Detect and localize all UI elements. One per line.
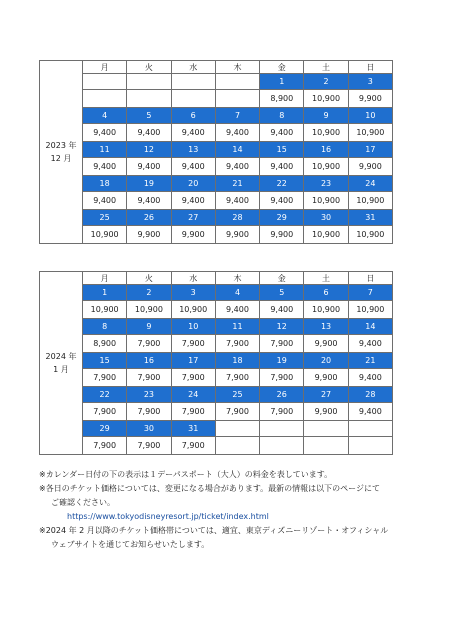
date-cell: 28 <box>215 210 259 226</box>
price-cell: 9,900 <box>215 226 259 244</box>
ticket-url-link[interactable]: https://www.tokyodisneyresort.jp/ticket/index.html <box>67 512 269 521</box>
date-cell: 23 <box>304 176 348 192</box>
date-cell: 5 <box>127 108 171 124</box>
weekday-header: 日 <box>348 272 392 285</box>
weekday-header-row <box>40 272 393 285</box>
price-cell: 9,400 <box>171 124 215 142</box>
date-cell: 2 <box>304 74 348 90</box>
price-cell: 10,900 <box>348 192 392 210</box>
price-cell: 10,900 <box>304 158 348 176</box>
weekday-header: 火 <box>127 272 171 285</box>
date-cell: 24 <box>348 176 392 192</box>
price-cell: 9,400 <box>215 301 259 319</box>
price-cell: 7,900 <box>215 403 259 421</box>
price-cell: 7,900 <box>127 369 171 387</box>
price-cell: 9,400 <box>260 192 304 210</box>
date-cell: 29 <box>260 210 304 226</box>
date-cell: 22 <box>83 387 127 403</box>
empty-cell <box>127 90 171 108</box>
price-cell: 9,900 <box>260 226 304 244</box>
price-cell: 9,400 <box>83 192 127 210</box>
date-cell: 6 <box>304 285 348 301</box>
price-row <box>40 403 393 421</box>
date-row <box>40 142 393 158</box>
note-future-prices-cont: ウェブサイトを通じてお知らせいたします。 <box>51 540 210 549</box>
date-cell: 4 <box>215 285 259 301</box>
price-cell: 10,900 <box>348 226 392 244</box>
date-cell: 30 <box>127 421 171 437</box>
date-cell: 26 <box>127 210 171 226</box>
price-cell: 9,400 <box>348 403 392 421</box>
price-row <box>40 335 393 353</box>
weekday-header: 金 <box>260 61 304 74</box>
month-label: 1 月 <box>53 365 69 374</box>
price-cell: 9,400 <box>171 192 215 210</box>
empty-cell <box>83 74 127 90</box>
date-cell: 12 <box>127 142 171 158</box>
price-row <box>40 192 393 210</box>
note-future-prices: ※2024 年 2 月以降のチケット価格帯については、適宜、東京ディズニーリゾート・オフィシャル <box>39 526 389 535</box>
date-cell: 19 <box>260 353 304 369</box>
date-cell: 11 <box>83 142 127 158</box>
date-cell: 30 <box>304 210 348 226</box>
date-cell: 1 <box>260 74 304 90</box>
price-cell: 9,400 <box>83 158 127 176</box>
date-cell: 14 <box>215 142 259 158</box>
price-cell: 7,900 <box>260 369 304 387</box>
empty-cell <box>83 90 127 108</box>
empty-cell <box>304 421 348 437</box>
weekday-header: 水 <box>171 61 215 74</box>
date-cell: 7 <box>348 285 392 301</box>
weekday-header-row <box>40 61 393 74</box>
empty-cell <box>348 421 392 437</box>
price-cell: 10,900 <box>304 301 348 319</box>
weekday-header: 火 <box>127 61 171 74</box>
date-row <box>40 210 393 226</box>
weekday-header: 木 <box>215 61 259 74</box>
price-cell: 10,900 <box>304 226 348 244</box>
date-cell: 28 <box>348 387 392 403</box>
date-cell: 13 <box>304 319 348 335</box>
date-row <box>40 74 393 90</box>
date-cell: 9 <box>127 319 171 335</box>
date-cell: 14 <box>348 319 392 335</box>
price-cell: 7,900 <box>127 403 171 421</box>
empty-cell <box>348 437 392 455</box>
date-cell: 1 <box>83 285 127 301</box>
date-cell: 31 <box>171 421 215 437</box>
date-row <box>40 353 393 369</box>
date-cell: 11 <box>215 319 259 335</box>
date-cell: 16 <box>127 353 171 369</box>
date-cell: 26 <box>260 387 304 403</box>
price-cell: 9,400 <box>127 192 171 210</box>
price-row <box>40 437 393 455</box>
price-cell: 9,900 <box>127 226 171 244</box>
price-cell: 9,900 <box>348 158 392 176</box>
price-cell: 9,400 <box>260 301 304 319</box>
price-row <box>40 301 393 319</box>
date-row <box>40 285 393 301</box>
date-cell: 17 <box>171 353 215 369</box>
price-cell: 10,900 <box>171 301 215 319</box>
note-price-meaning: ※カレンダー日付の下の表示は１デーパスポート（大人）の料金を表しています。 <box>39 470 333 479</box>
date-cell: 16 <box>304 142 348 158</box>
weekday-header: 月 <box>83 61 127 74</box>
price-cell: 7,900 <box>127 335 171 353</box>
date-cell: 25 <box>215 387 259 403</box>
date-cell: 3 <box>348 74 392 90</box>
date-row <box>40 421 393 437</box>
weekday-header: 土 <box>304 61 348 74</box>
price-cell: 10,900 <box>304 192 348 210</box>
price-cell: 7,900 <box>83 437 127 455</box>
price-cell: 7,900 <box>260 403 304 421</box>
price-cell: 10,900 <box>304 90 348 108</box>
empty-cell <box>215 90 259 108</box>
weekday-header: 水 <box>171 272 215 285</box>
weekday-header: 木 <box>215 272 259 285</box>
price-cell: 9,400 <box>215 124 259 142</box>
date-cell: 8 <box>83 319 127 335</box>
price-row <box>40 226 393 244</box>
date-cell: 20 <box>171 176 215 192</box>
price-cell: 7,900 <box>171 403 215 421</box>
price-cell: 7,900 <box>83 369 127 387</box>
price-cell: 10,900 <box>348 124 392 142</box>
empty-cell <box>215 74 259 90</box>
month-label: 12 月 <box>50 154 72 163</box>
price-cell: 7,900 <box>171 437 215 455</box>
weekday-header: 金 <box>260 272 304 285</box>
empty-cell <box>260 437 304 455</box>
date-cell: 20 <box>304 353 348 369</box>
price-cell: 9,900 <box>304 369 348 387</box>
price-cell: 9,400 <box>215 192 259 210</box>
weekday-header: 日 <box>348 61 392 74</box>
date-cell: 23 <box>127 387 171 403</box>
date-cell: 5 <box>260 285 304 301</box>
date-cell: 7 <box>215 108 259 124</box>
date-cell: 3 <box>171 285 215 301</box>
date-cell: 6 <box>171 108 215 124</box>
date-cell: 13 <box>171 142 215 158</box>
date-cell: 18 <box>215 353 259 369</box>
weekday-header: 土 <box>304 272 348 285</box>
date-cell: 29 <box>83 421 127 437</box>
date-cell: 19 <box>127 176 171 192</box>
price-cell: 9,400 <box>127 124 171 142</box>
price-cell: 7,900 <box>215 335 259 353</box>
price-cell: 9,900 <box>171 226 215 244</box>
month-label-cell <box>40 272 83 455</box>
date-row <box>40 108 393 124</box>
price-cell: 9,400 <box>348 369 392 387</box>
note-price-change-cont: ご確認ください。 <box>51 498 115 507</box>
price-cell: 10,900 <box>127 301 171 319</box>
empty-cell <box>260 421 304 437</box>
empty-cell <box>215 437 259 455</box>
price-cell: 10,900 <box>348 301 392 319</box>
date-cell: 10 <box>171 319 215 335</box>
date-cell: 27 <box>171 210 215 226</box>
price-cell: 7,900 <box>171 335 215 353</box>
date-cell: 24 <box>171 387 215 403</box>
date-cell: 15 <box>83 353 127 369</box>
empty-cell <box>304 437 348 455</box>
price-cell: 9,400 <box>83 124 127 142</box>
empty-cell <box>171 74 215 90</box>
date-cell: 2 <box>127 285 171 301</box>
calendar-jan-2024 <box>39 271 393 455</box>
date-cell: 27 <box>304 387 348 403</box>
price-cell: 9,400 <box>260 124 304 142</box>
price-cell: 7,900 <box>260 335 304 353</box>
price-cell: 9,400 <box>127 158 171 176</box>
price-row <box>40 90 393 108</box>
price-cell: 9,900 <box>304 335 348 353</box>
empty-cell <box>127 74 171 90</box>
date-cell: 31 <box>348 210 392 226</box>
date-row <box>40 319 393 335</box>
empty-cell <box>171 90 215 108</box>
date-cell: 12 <box>260 319 304 335</box>
price-cell: 9,900 <box>348 90 392 108</box>
price-cell: 10,900 <box>83 226 127 244</box>
date-cell: 25 <box>83 210 127 226</box>
price-cell: 8,900 <box>83 335 127 353</box>
price-row <box>40 158 393 176</box>
date-cell: 22 <box>260 176 304 192</box>
date-row <box>40 387 393 403</box>
price-cell: 9,400 <box>171 158 215 176</box>
price-cell: 7,900 <box>215 369 259 387</box>
price-cell: 9,400 <box>348 335 392 353</box>
date-cell: 15 <box>260 142 304 158</box>
price-cell: 7,900 <box>171 369 215 387</box>
date-cell: 9 <box>304 108 348 124</box>
date-cell: 8 <box>260 108 304 124</box>
year-label: 2024 年 <box>45 352 77 361</box>
weekday-header: 月 <box>83 272 127 285</box>
month-label-cell <box>40 61 83 244</box>
price-cell: 7,900 <box>127 437 171 455</box>
price-cell: 8,900 <box>260 90 304 108</box>
date-cell: 18 <box>83 176 127 192</box>
date-cell: 21 <box>215 176 259 192</box>
notes <box>39 468 419 552</box>
date-row <box>40 176 393 192</box>
date-cell: 17 <box>348 142 392 158</box>
price-cell: 9,400 <box>260 158 304 176</box>
year-label: 2023 年 <box>45 141 77 150</box>
price-cell: 10,900 <box>304 124 348 142</box>
date-cell: 10 <box>348 108 392 124</box>
calendar-dec-2023 <box>39 60 393 244</box>
price-cell: 7,900 <box>83 403 127 421</box>
note-price-change: ※各日のチケット価格については、変更になる場合があります。最新の情報は以下のページにて <box>39 484 381 493</box>
price-row <box>40 124 393 142</box>
price-row <box>40 369 393 387</box>
date-cell: 4 <box>83 108 127 124</box>
price-cell: 9,900 <box>304 403 348 421</box>
price-cell: 10,900 <box>83 301 127 319</box>
date-cell: 21 <box>348 353 392 369</box>
empty-cell <box>215 421 259 437</box>
price-cell: 9,400 <box>215 158 259 176</box>
